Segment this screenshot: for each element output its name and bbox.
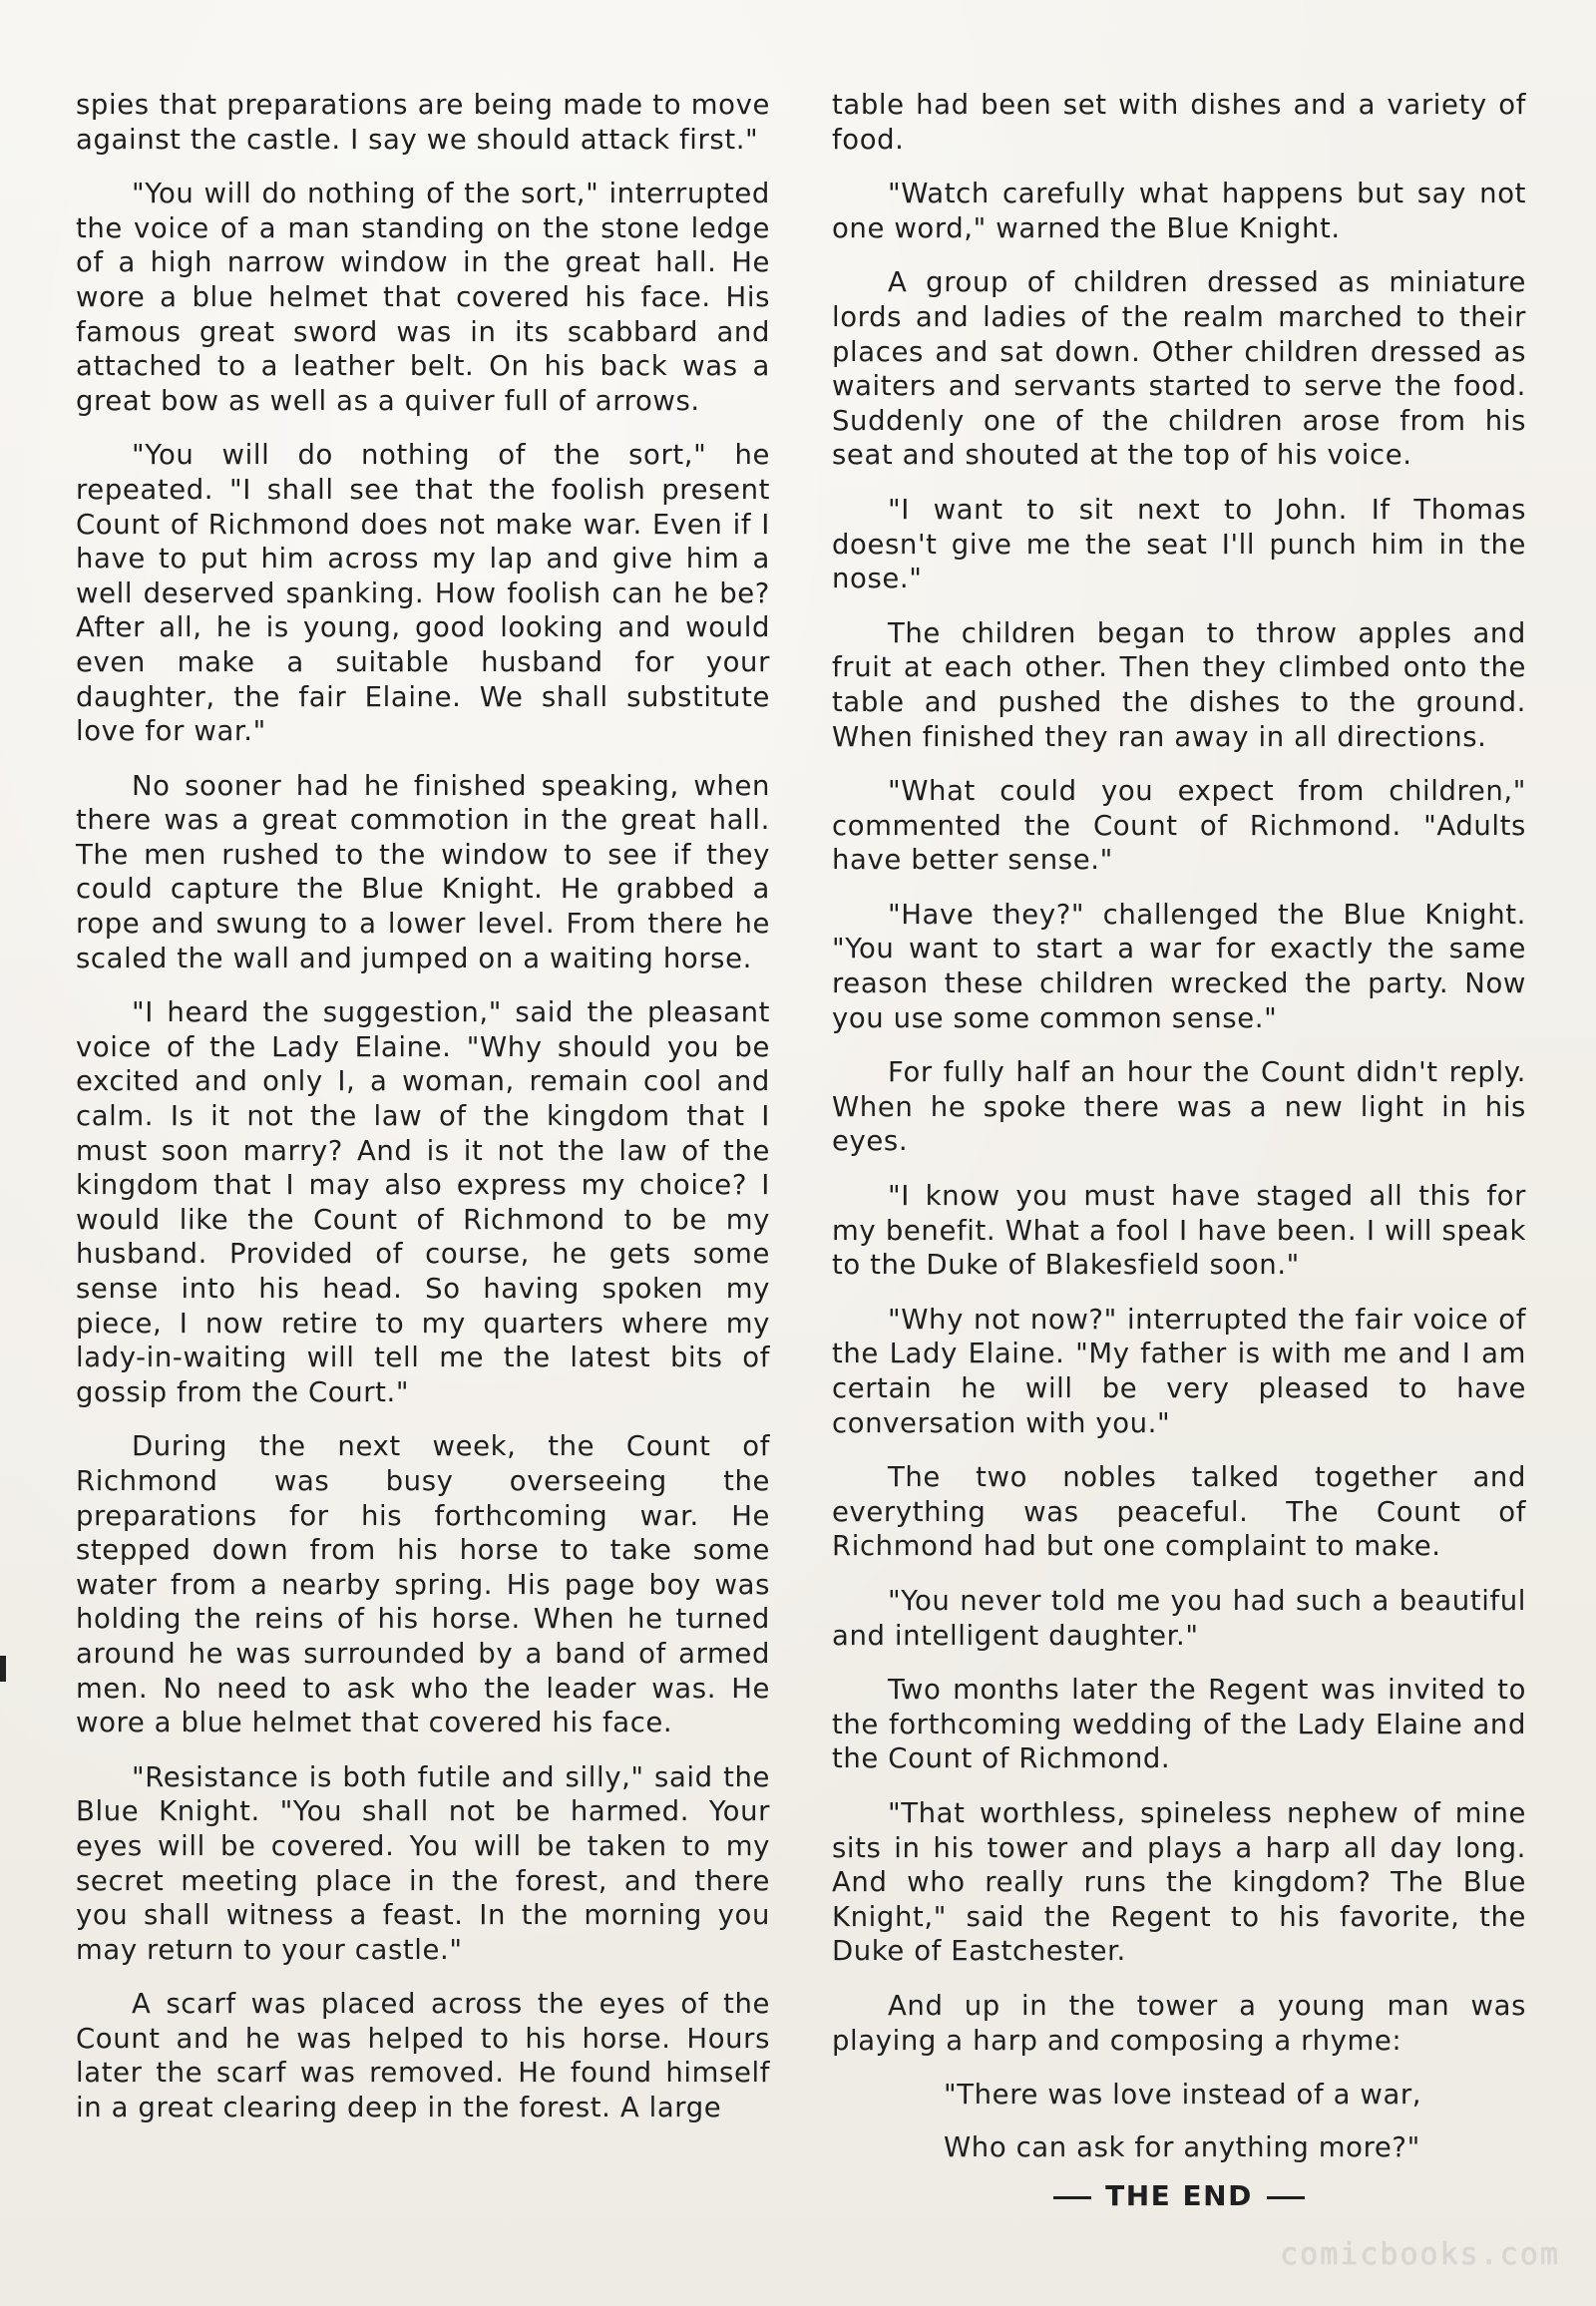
paragraph: During the next week, the Count of Richmond was busy overseeing the preparations for his forthcoming war. He stepped down from his horse to take some water from a nearby spring. His page boy was holding the reins of his horse. When he turned around he was surrounded by a band of armed men. No need to ask who the leader was. He wore a blue helmet that covered his face. (76, 1430, 770, 1739)
paragraph: "Resistance is both futile and silly," said the Blue Knight. "You shall not be harmed. Your eyes will be covered. You will be taken to my secret meeting place in the forest, and there you shall witness a feast. In the morning you may return to your castle." (76, 1760, 770, 1966)
paragraph: No sooner had he finished speaking, when there was a great commotion in the great hall. The men rushed to the window to see if they could capture the Blue Knight. He grabbed a rope and swung to a lower level. From there he scaled the wall and jumped on a waiting horse. (76, 769, 770, 974)
verse-line: Who can ask for anything more?" (944, 2130, 1420, 2163)
paragraph: "I know you must have staged all this for my benefit. What a fool I have been. I will speak to the Duke of Blakesfield soon." (832, 1180, 1526, 1282)
paragraph: "Have they?" challenged the Blue Knight. "You want to start a war for exactly the same reason these children wrecked the party. Now you use some common sense." (832, 898, 1526, 1034)
watermark: comicbooks.com (1280, 2237, 1560, 2272)
dash-divider (1053, 2196, 1091, 2199)
paragraph: "I want to sit next to John. If Thomas doesn't give me the seat I'll punch him in the nose." (832, 493, 1526, 595)
paragraph: Two months later the Regent was invited to the forthcoming wedding of the Lady Elaine and the Count of Richmond. (832, 1674, 1526, 1775)
paragraph: And up in the tower a young man was playing a harp and composing a rhyme: (832, 1989, 1526, 2057)
the-end-text: THE END (1105, 2179, 1253, 2212)
dash-divider (1267, 2196, 1305, 2199)
paragraph: A group of children dressed as miniature lords and ladies of the realm marched to their places and sat down. Other children dressed as waiters and servants started to serve the food. Suddenly one of the children arose from his seat and shouted at the top of his voice. (832, 266, 1526, 472)
paragraph: For fully half an hour the Count didn't reply. When he spoke there was a new light in his eyes. (832, 1056, 1526, 1158)
scan-edge-mark (0, 1656, 6, 1682)
paragraph: "Why not now?" interrupted the fair voice of the Lady Elaine. "My father is with me and I am certain he will be very pleased to have conversation with you." (832, 1303, 1526, 1439)
right-text-column (832, 88, 1526, 2182)
paragraph: "I heard the suggestion," said the pleasant voice of the Lady Elaine. "Why should you be excited and only I, a woman, remain cool and calm. Is it not the law of the kingdom that I must soon marry? And is it not the law of the kingdom that I may also express my choice? I would like the Count of Richmond to be my husband. Provided of course, he gets some sense into his head. So having spoken my piece, I now retire to my quarters where my lady-in-waiting will tell me the latest bits of gossip from the Court." (76, 996, 770, 1408)
left-text-column (76, 88, 770, 2145)
paragraph: A scarf was placed across the eyes of the Count and he was helped to his horse. Hours later the scarf was removed. He found himself in a great clearing deep in the forest. A large (76, 1988, 770, 2124)
paragraph: spies that preparations are being made to move against the castle. I say we should attack first." (76, 89, 770, 156)
the-end-marker (832, 2179, 1526, 2212)
paragraph: "What could you expect from children," commented the Count of Richmond. "Adults have better sense." (832, 775, 1526, 877)
verse-line: "There was love instead of a war, (944, 2079, 1422, 2112)
paragraph: The two nobles talked together and everything was peaceful. The Count of Richmond had but one complaint to make. (832, 1461, 1526, 1563)
paragraph: table had been set with dishes and a variety of food. (832, 89, 1526, 156)
paragraph: "That worthless, spineless nephew of mine sits in his tower and plays a harp all day long. And who really runs the kingdom? The Blue Knight," said the Regent to his favorite, the Duke of Eastchester. (832, 1796, 1526, 1968)
paragraph: The children began to throw apples and fruit at each other. Then they climbed onto the table and pushed the dishes to the ground. When finished they ran away in all directions. (832, 616, 1526, 753)
paragraph: "Watch carefully what happens but say not one word," warned the Blue Knight. (832, 178, 1526, 244)
paragraph: "You never told me you had such a beautiful and intelligent daughter." (832, 1584, 1526, 1652)
paragraph: "You will do nothing of the sort," he repeated. "I shall see that the foolish present Count of Richmond does not make war. Even if I have to put him across my lap and give him a well deserved spanking. How foolish can he be? After all, he is young, good looking and would even make a suitable husband for your daughter, the fair Elaine. We shall substitute love for war." (76, 439, 770, 748)
paragraph: "You will do nothing of the sort," interrupted the voice of a man standing on the stone ledge of a high narrow window in the great hall. He wore a blue helmet that covered his face. His famous great sword was in its scabbard and attached to a leather belt. On his back was a great bow as well as a quiver full of arrows. (76, 178, 770, 417)
